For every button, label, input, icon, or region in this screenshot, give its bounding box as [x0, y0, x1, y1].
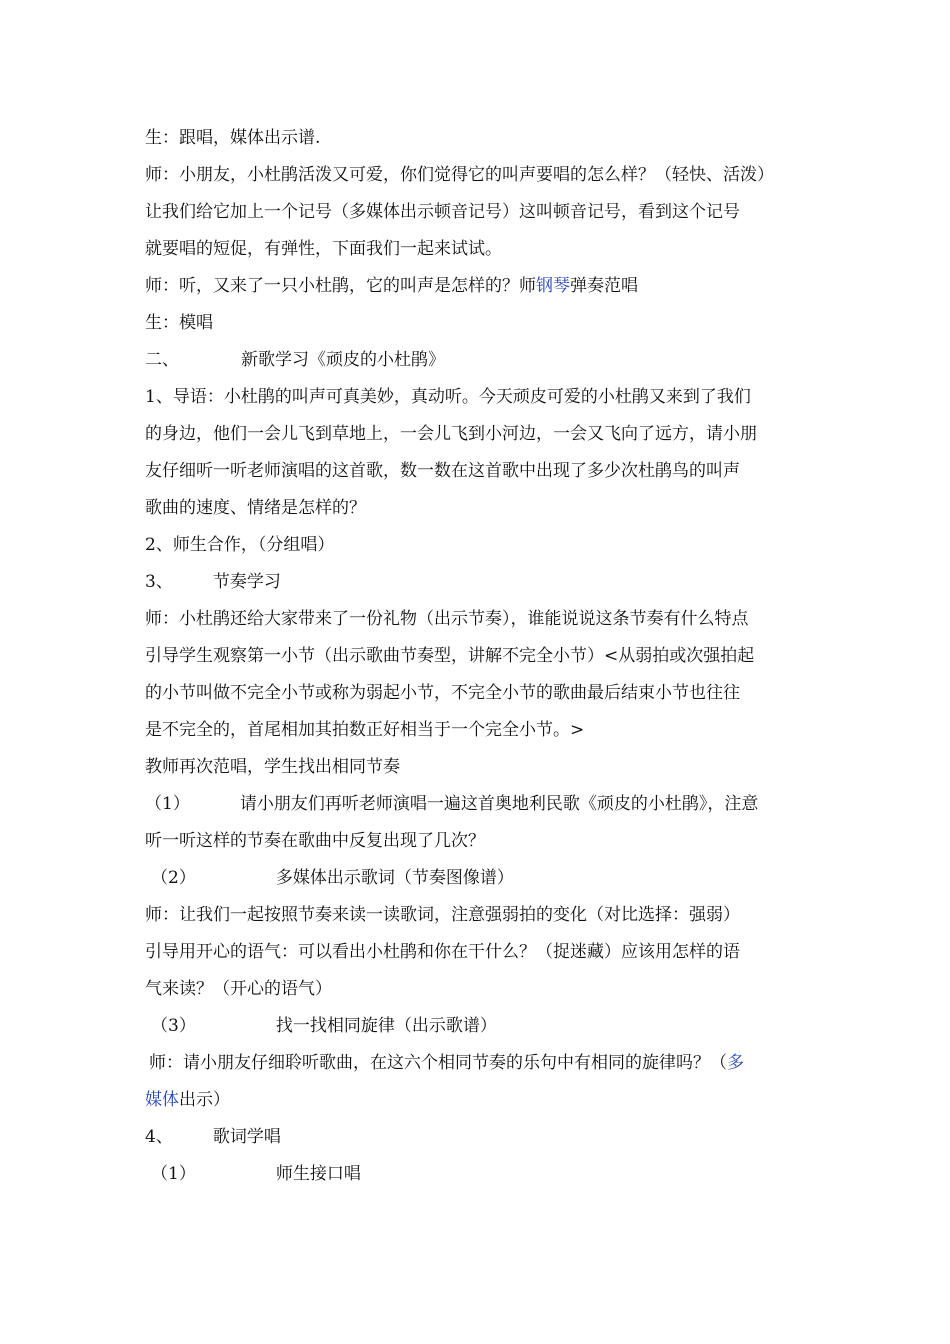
text-line: 1、导语：小杜鹃的叫声可真美妙，真动听。今天顽皮可爱的小杜鹃又来到了我们: [145, 387, 751, 407]
list-item: [145, 860, 810, 897]
section-number: 4、: [145, 1127, 173, 1147]
text-line: 2、师生合作，（分组唱）: [145, 535, 335, 555]
item-text: 多媒体出示歌词（节奏图像谱）: [275, 868, 514, 888]
section-title: 新歌学习《顽皮的小杜鹃》: [241, 350, 445, 370]
section-number: 3、: [145, 572, 173, 592]
item-text: 请小朋友们再听老师演唱一遍这首奥地利民歌《顽皮的小杜鹃》，注意: [239, 794, 759, 814]
section-title: 歌词学唱: [212, 1127, 281, 1147]
section-heading: [145, 564, 810, 601]
item-number: （2）: [151, 868, 196, 888]
text-line: [145, 1082, 810, 1119]
multimedia-link[interactable]: 多: [727, 1053, 744, 1073]
item-number: （1）: [145, 794, 190, 814]
line-text: 师：听，又来了一只小杜鹃，它的叫声是怎样的？师: [145, 276, 536, 296]
section-number: 二、: [145, 350, 179, 370]
text-line: 师：让我们一起按照节奏来读一读歌词，注意强弱拍的变化（对比选择：强弱）: [145, 905, 740, 925]
document-page: [145, 120, 810, 1193]
item-text: 师生接口唱: [275, 1164, 361, 1184]
item-text: 找一找相同旋律（出示歌谱）: [275, 1016, 497, 1036]
section-title: 节奏学习: [212, 572, 281, 592]
text-line: 让我们给它加上一个记号（多媒体出示顿音记号）这叫顿音记号，看到这个记号: [145, 202, 740, 222]
text-line: 气来读？（开心的语气）: [145, 979, 332, 999]
line-text: 出示）: [179, 1090, 230, 1110]
section-heading: [145, 1119, 810, 1156]
text-line: 生：模唱: [145, 313, 213, 333]
text-line: 师：小杜鹃还给大家带来了一份礼物（出示节奏），谁能说说这条节奏有什么特点: [145, 609, 749, 629]
text-line: 教师再次范唱，学生找出相同节奏: [145, 757, 400, 777]
list-item: [145, 1156, 810, 1193]
text-line: 引导学生观察第一小节（出示歌曲节奏型，讲解不完全小节）<从弱拍或次强拍起: [145, 646, 755, 666]
text-line: 引导用开心的语气：可以看出小杜鹃和你在干什么？（捉迷藏）应该用怎样的语: [145, 942, 740, 962]
multimedia-link[interactable]: 媒体: [145, 1090, 179, 1110]
item-number: （3）: [151, 1016, 196, 1036]
text-line: 就要唱的短促，有弹性，下面我们一起来试试。: [145, 239, 502, 259]
text-line: 师：小朋友，小杜鹃活泼又可爱，你们觉得它的叫声要唱的怎么样？（轻快、活泼）: [145, 165, 774, 185]
text-line: 的身边，他们一会儿飞到草地上，一会儿飞到小河边，一会又飞向了远方，请小朋: [145, 424, 757, 444]
list-item: [145, 1008, 810, 1045]
item-number: （1）: [151, 1164, 196, 1184]
text-line: [145, 268, 810, 305]
list-item: [145, 786, 810, 823]
text-line: 友仔细听一听老师演唱的这首歌，数一数在这首歌中出现了多少次杜鹃鸟的叫声: [145, 461, 740, 481]
text-line: 歌曲的速度、情绪是怎样的？: [145, 498, 366, 518]
text-line: 的小节叫做不完全小节或称为弱起小节，不完全小节的歌曲最后结束小节也往往: [145, 683, 740, 703]
text-line: 听一听这样的节奏在歌曲中反复出现了几次？: [145, 831, 485, 851]
line-text: 弹奏范唱: [570, 276, 638, 296]
text-line: 是不完全的，首尾相加其拍数正好相当于一个完全小节。>: [145, 720, 585, 740]
piano-link[interactable]: 钢琴: [536, 276, 570, 296]
line-text: 师：请小朋友仔细聆听歌曲，在这六个相同节奏的乐句中有相同的旋律吗？（: [149, 1053, 727, 1073]
text-line: [145, 1045, 810, 1082]
section-heading: [145, 342, 810, 379]
text-line: 生：跟唱，媒体出示谱.: [145, 128, 321, 148]
